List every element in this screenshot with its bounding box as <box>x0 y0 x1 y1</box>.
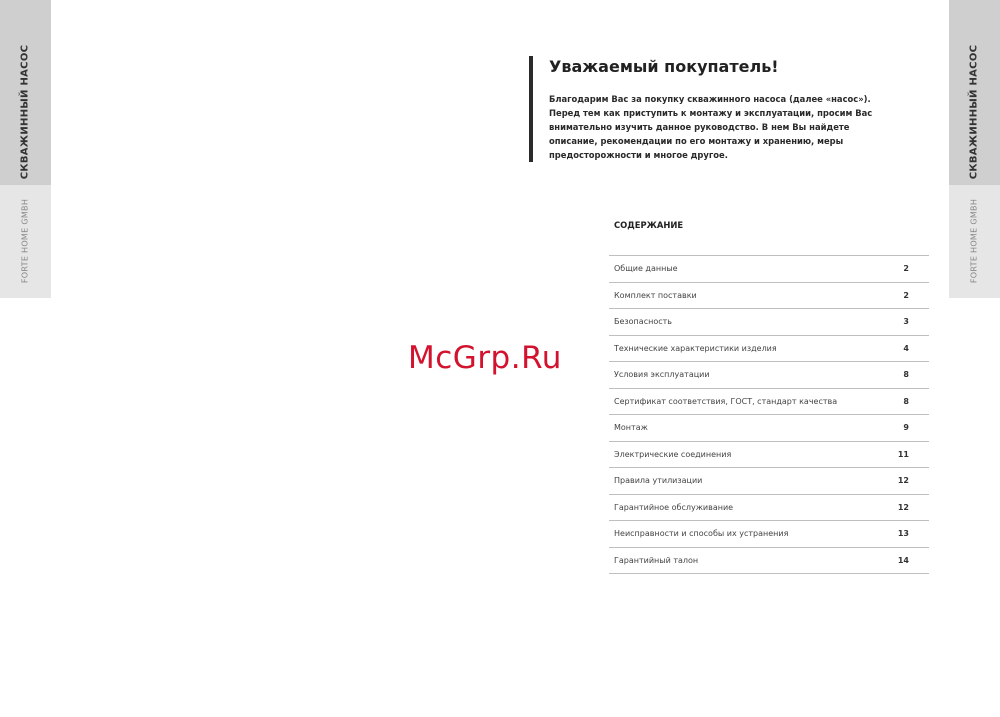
toc-item-page: 3 <box>903 317 909 327</box>
toc-item-page: 12 <box>897 476 909 486</box>
toc-row[interactable] <box>609 389 929 416</box>
table-of-contents <box>609 255 929 574</box>
toc-item-label: Общие данные <box>614 264 678 274</box>
toc-item-page: 14 <box>897 555 909 565</box>
toc-row[interactable] <box>609 495 929 522</box>
toc-row[interactable] <box>609 415 929 442</box>
toc-item-page: 8 <box>903 370 909 380</box>
toc-item-label: Условия эксплуатации <box>614 370 710 380</box>
toc-item-page: 2 <box>903 264 909 274</box>
toc-row[interactable] <box>609 256 929 283</box>
toc-item-page: 11 <box>897 449 909 459</box>
toc-row[interactable] <box>609 442 929 469</box>
toc-row[interactable] <box>609 283 929 310</box>
toc-item-label: Гарантийное обслуживание <box>614 502 734 512</box>
toc-item-label: Безопасность <box>614 317 672 327</box>
toc-item-page: 4 <box>903 343 909 353</box>
toc-item-page: 8 <box>903 396 909 406</box>
toc-row[interactable] <box>609 309 929 336</box>
side-tab-right <box>949 0 1000 298</box>
toc-item-label: Технические характеристики изделия <box>614 343 777 353</box>
toc-item-label: Неисправности и способы их устранения <box>614 529 789 539</box>
toc-item-label: Комплект поставки <box>614 290 697 300</box>
side-tab-left <box>0 0 51 298</box>
toc-item-label: Правила утилизации <box>614 476 703 486</box>
toc-item-page: 13 <box>897 529 909 539</box>
toc-row[interactable] <box>609 521 929 548</box>
toc-row[interactable] <box>609 468 929 495</box>
side-tab-title: СКВАЖИННЫЙ НАСОС <box>19 44 31 180</box>
intro-block <box>529 56 899 162</box>
toc-item-page: 2 <box>903 290 909 300</box>
toc-row[interactable] <box>609 362 929 389</box>
toc-item-page: 12 <box>897 502 909 512</box>
intro-text: Благодарим Вас за покупку скважинного насоса (далее «насос»). Перед тем как приступить к монтажу и эксплуатации, просим Вас внимательно изучить данное руководство. В нем Вы найдете описание, рекомендации по его монтажу и хранению, меры предосторожности и многое другое. <box>549 94 873 160</box>
toc-item-label: Сертификат соответствия, ГОСТ, стандарт качества <box>614 396 838 406</box>
toc-heading: СОДЕРЖАНИЕ <box>614 220 684 230</box>
side-tab-title: СКВАЖИННЫЙ НАСОС <box>968 44 980 180</box>
side-tab-company: FORTE HOME GMBH <box>20 198 30 284</box>
toc-item-page: 9 <box>903 423 909 433</box>
toc-item-label: Электрические соединения <box>614 449 732 459</box>
toc-item-label: Монтаж <box>614 423 648 433</box>
side-tab-company: FORTE HOME GMBH <box>969 198 979 284</box>
toc-item-label: Гарантийный талон <box>614 555 699 565</box>
watermark: McGrp.Ru <box>408 340 562 376</box>
toc-row[interactable] <box>609 336 929 363</box>
intro-heading: Уважаемый покупатель! <box>549 57 779 76</box>
toc-row[interactable] <box>609 548 929 575</box>
